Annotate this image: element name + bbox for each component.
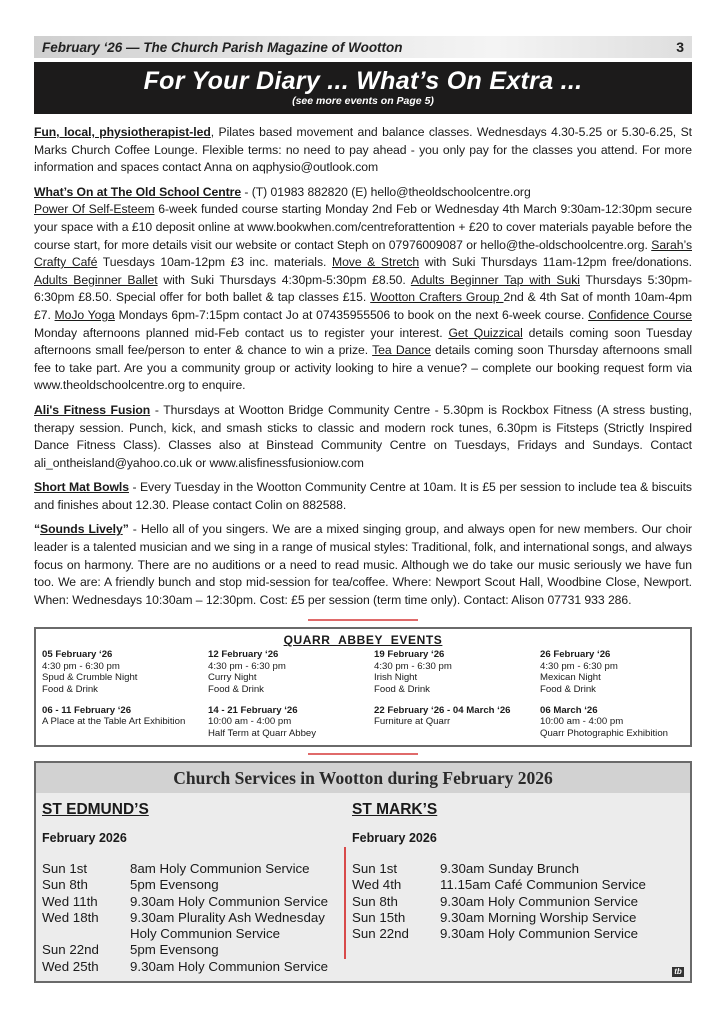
article-lead: Sounds Lively — [40, 522, 123, 537]
quarr-events-grid — [42, 649, 684, 739]
service-desc: 5pm Evensong — [130, 877, 219, 893]
event-line: Mexican Night — [540, 672, 601, 684]
article-short-mat-bowls — [34, 479, 692, 514]
event-line: Spud & Crumble Night — [42, 672, 138, 684]
service-day: Sun 1st — [352, 861, 398, 877]
article-lead: Fun, local, physiotherapist-led — [34, 125, 211, 139]
quarr-event — [42, 649, 208, 695]
article-body: - Every Tuesday in the Wootton Community Centre at 10am. It is £5 per session to include tea & biscuits and finishes about 12.30. Please contact Colin on 882588. — [34, 480, 692, 512]
service-row — [352, 910, 662, 926]
event-text: Mondays 6pm-7:15pm contact Jo at 07435955506 to book on the next 6-week course. — [114, 307, 589, 322]
article-contact: - (T) 01983 882820 (E) hello@theoldschoolcentre.org — [241, 184, 531, 199]
event-text: Thursdays 5:30pm-6:30pm £8.50. Special offer for both ballet & tap classes £15. — [34, 272, 692, 305]
event-text: 6-week funded course starting Monday 2nd Feb or Wednesday 4th March 9:30am-12:30pm secure your space with a £10 deposit online at www.bookwhen.com/centreforattention + £20 to cover materials payable before the course start, for more details visit our website or contact Steph on 07976009087 or hello@the-oldschoolcentre.org. — [34, 202, 693, 252]
service-row — [352, 926, 662, 942]
quarr-event — [540, 649, 690, 695]
services-month: February 2026 — [352, 831, 437, 846]
event-line: Quarr Photographic Exhibition — [540, 727, 668, 739]
service-row — [352, 894, 662, 910]
service-day: Sun 8th — [42, 877, 88, 893]
article-lead: Ali's Fitness Fusion — [34, 402, 151, 417]
running-header — [34, 36, 692, 58]
service-row — [352, 861, 662, 877]
quarr-event — [374, 649, 540, 695]
banner-title: For Your Diary ... What’s On Extra ... — [143, 67, 583, 95]
event-name: Move & Stretch — [331, 255, 420, 270]
event-name: Sarah’s Crafty Café — [34, 237, 692, 270]
event-date: 05 February ‘26 — [42, 649, 113, 661]
event-line: Food & Drink — [540, 683, 596, 695]
article-fitness-fusion — [34, 402, 692, 472]
quarr-event — [374, 705, 540, 739]
event-line: 4:30 pm - 6:30 pm — [208, 660, 286, 672]
quarr-event — [208, 705, 374, 739]
church-services-box — [34, 761, 692, 982]
article-body: - Hello all of you singers. We are a mixed singing group, and always open for new members. Our choir leader is a talented musician and we sing in a range of musical styles: Traditional, folk, and international songs, and always focus on harmony. There are no auditions or a need to read music. Although we do take our music seriously we have fun too. We are: A friendly bunch and stop mid-session for tea/coffee. Where: Newport Scout Hall, Woodbine Close, Newport. When: Wednesdays 10:30am – 12:30pm. Cost: £5 per session (term time only). Contact: Alison 07731 933 286. — [34, 522, 692, 607]
quarr-title: QUARR ABBEY EVENTS — [283, 633, 443, 648]
event-name: MoJo Yoga — [54, 307, 115, 322]
event-name: Power Of Self-Esteem — [34, 202, 155, 217]
service-desc: 9.30am Holy Communion Service — [130, 958, 329, 974]
open-quote: “ — [34, 522, 41, 537]
service-day: Sun 1st — [42, 861, 88, 877]
service-day: Sun 22nd — [42, 942, 99, 958]
service-desc: 9.30am Holy Communion Service — [440, 926, 639, 942]
service-day: Sun 8th — [352, 893, 398, 909]
service-desc: 9.30am Holy Communion Service — [130, 893, 329, 909]
article-lead: What’s On at The Old School Centre — [34, 184, 242, 199]
event-text: 2nd & 4th Sat of month 10am-4pm £7. — [34, 290, 693, 322]
event-text: Monday afternoons planned mid-Feb contact us to register your interest. — [34, 325, 449, 340]
event-line: Food & Drink — [208, 683, 264, 695]
event-date: 22 February ‘26 - 04 March ‘26 — [374, 705, 511, 717]
event-line: Half Term at Quarr Abbey — [208, 727, 317, 739]
event-date: 12 February ‘26 — [208, 649, 279, 661]
event-line: Food & Drink — [42, 683, 98, 695]
publisher-logo-icon: tb — [672, 967, 684, 977]
services-title: Church Services in Wootton during February 2026 — [36, 763, 690, 793]
event-date: 06 March ‘26 — [540, 705, 598, 717]
event-line: 10:00 am - 4:00 pm — [208, 716, 292, 728]
close-quote: ” — [122, 522, 129, 537]
service-row — [42, 942, 352, 958]
service-day: Wed 25th — [42, 958, 99, 974]
event-line: Curry Night — [208, 672, 257, 684]
article-sounds-lively — [34, 521, 692, 609]
service-row — [42, 959, 352, 975]
event-name: Tea Dance — [372, 343, 431, 358]
event-name: Confidence Course — [588, 307, 692, 322]
service-row — [42, 877, 352, 893]
article-old-school-centre — [34, 184, 692, 395]
event-line: 10:00 am - 4:00 pm — [540, 716, 624, 728]
st-edmunds-column — [42, 797, 352, 974]
church-name: ST EDMUND’S — [42, 801, 149, 819]
event-line: 4:30 pm - 6:30 pm — [374, 660, 452, 672]
service-desc: Holy Communion Service — [130, 926, 281, 942]
event-text: with Suki Thursdays 4:30pm-5:30pm £8.50. — [157, 272, 411, 287]
article-lead: Short Mat Bowls — [34, 480, 129, 495]
magazine-page — [34, 36, 692, 983]
service-day — [42, 926, 130, 942]
service-day: Wed 4th — [352, 877, 402, 893]
event-name: Adults Beginner Ballet — [34, 272, 158, 287]
quarr-abbey-events-box — [34, 627, 692, 747]
service-row — [42, 926, 352, 942]
event-line: Furniture at Quarr — [374, 716, 451, 728]
service-desc: 11.15am Café Communion Service — [440, 877, 646, 893]
event-name: Get Quizzical — [448, 325, 523, 340]
event-line: 4:30 pm - 6:30 pm — [540, 660, 618, 672]
event-date: 19 February ‘26 — [374, 649, 445, 661]
service-day: Sun 15th — [352, 909, 406, 925]
quarr-event — [42, 705, 208, 739]
event-line: Food & Drink — [374, 683, 430, 695]
section-banner — [34, 62, 692, 114]
quarr-event — [208, 649, 374, 695]
event-name: Adults Beginner Tap with Suki — [410, 272, 580, 287]
service-row — [42, 861, 352, 877]
church-name: ST MARK’S — [352, 801, 438, 819]
page-number: 3 — [676, 39, 684, 55]
article-body: , Pilates based movement and balance classes. Wednesdays 4.30-5.25 or 5.30-6.25, St Marks Church Coffee Lounge. Flexible terms: no need to pay ahead - you only pay for the classes you attend. For more information and spaces contact Anna on aqphysio@outlook.com — [34, 125, 692, 175]
service-day: Sun 22nd — [352, 926, 409, 942]
service-row — [352, 877, 662, 893]
red-divider — [308, 619, 418, 621]
service-row — [42, 894, 352, 910]
event-text: Tuesdays 10am-12pm £3 inc. materials. — [97, 255, 332, 270]
red-divider — [308, 753, 418, 755]
articles-list — [34, 124, 692, 609]
event-line: A Place at the Table Art Exhibition — [42, 716, 186, 728]
st-marks-column — [352, 797, 662, 974]
event-text: details coming soon Tuesday afternoons small fee/person to enter & chance to win a prize. — [34, 325, 692, 358]
running-title: February ‘26 — The Church Parish Magazine of Wootton — [42, 39, 403, 55]
service-day: Wed 11th — [42, 893, 98, 909]
service-desc: 9.30am Plurality Ash Wednesday — [130, 909, 325, 925]
quarr-event — [540, 705, 690, 739]
column-divider — [344, 847, 346, 959]
service-desc: 5pm Evensong — [130, 942, 219, 958]
services-month: February 2026 — [42, 831, 127, 846]
event-name: Wootton Crafters Group — [370, 290, 504, 305]
event-text: details coming soon Thursday afternoons small fee to take part. Are you a community group or activity looking to hire a venue? – complete our booking request form via www.theoldschoolcentre.org to enquire. — [34, 343, 692, 393]
service-desc: 9.30am Sunday Brunch — [440, 861, 579, 877]
article-pilates — [34, 124, 692, 177]
service-desc: 9.30am Holy Communion Service — [440, 893, 639, 909]
article-body: - Thursdays at Wootton Bridge Community Centre - 5.30pm is Rockbox Fitness (A stress busting, therapy session. Punch, kick, and smash sticks to classic and modern rock tunes, 6.30pm is Fitsteps (Strictly Inspired Dance Fitness Class). Classes also at Binstead Community Centre on Tuesdays, Fridays and Sundays. Contact ali_ontheisland@yahoo.co.uk or www.alisfinessfusioniow.com — [34, 402, 692, 470]
service-desc: 8am Holy Communion Service — [130, 861, 310, 877]
event-line: 4:30 pm - 6:30 pm — [42, 660, 120, 672]
service-row — [42, 910, 352, 926]
service-desc: 9.30am Morning Worship Service — [440, 909, 637, 925]
event-date: 06 - 11 February ‘26 — [42, 705, 132, 717]
service-day: Wed 18th — [42, 909, 99, 925]
event-line: Irish Night — [374, 672, 418, 684]
banner-subtitle: (see more events on Page 5) — [292, 95, 434, 107]
event-date: 14 - 21 February ‘26 — [208, 705, 298, 717]
event-text: with Suki Thursdays 11am-12pm free/donations. — [419, 255, 692, 270]
event-date: 26 February ‘26 — [540, 649, 611, 661]
